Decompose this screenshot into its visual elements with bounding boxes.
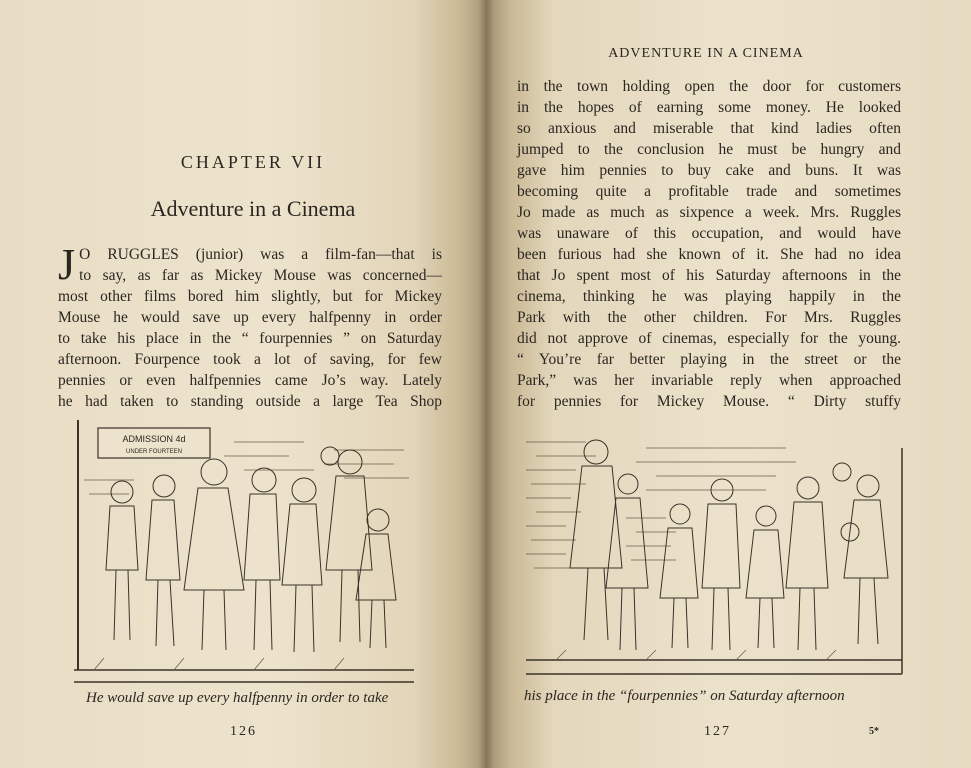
text-line: was unaware of this occupation, and would have	[517, 225, 901, 242]
right-body-text	[517, 76, 901, 412]
illustration-caption: He would save up every halfpenny in order to take	[86, 690, 389, 706]
text-line: Jo made as much as sixpence a week. Mrs. Ruggles	[517, 204, 901, 221]
sign-text-admission: ADMISSION 4d	[122, 434, 186, 444]
text-line: “ You’re far better playing in the street or the	[517, 351, 901, 368]
text-line: been furious had she known of it. She had no idea	[517, 246, 901, 263]
text-line: pennies or even halfpennies came Jo’s way. Lately	[58, 372, 442, 389]
text-line: in the hopes of earning some money. He looked	[517, 99, 901, 116]
text-line: for pennies for Mickey Mouse. “ Dirty stuffy	[517, 393, 901, 410]
text-line: that Jo spent most of his Saturday afternoons in the	[517, 267, 901, 284]
signature-mark: 5*	[869, 726, 879, 737]
text-line: in the town holding open the door for customers	[517, 78, 901, 95]
sign-text-under-fourteen: UNDER FOURTEEN	[126, 449, 182, 455]
text-line: to say, as far as Mickey Mouse was concerned—	[79, 267, 442, 284]
left-body-text	[58, 240, 442, 412]
text-line: most other films bored him slightly, but for Mickey	[58, 288, 442, 305]
text-line: gave him pennies to buy cake and buns. It was	[517, 162, 901, 179]
page-number: 127	[704, 724, 731, 739]
book-gutter	[478, 0, 494, 768]
illustration-children-in-line	[526, 428, 906, 684]
text-line: cinema, thinking he was playing happily in the	[517, 288, 901, 305]
page-number: 126	[230, 724, 257, 739]
text-line: Mouse he would save up every halfpenny in order	[58, 309, 442, 326]
text-line: O RUGGLES (junior) was a film-fan—that is	[79, 246, 442, 263]
text-line: did not approve of cinemas, especially for the young.	[517, 330, 901, 347]
text-line: Park with the other children. For Mrs. Ruggles	[517, 309, 901, 326]
text-line: he had taken to standing outside a large Tea Shop	[58, 393, 442, 410]
illustration-caption: his place in the “fourpennies” on Saturday afternoon	[524, 688, 845, 704]
text-line: jumped to the conclusion he must be hungry and	[517, 141, 901, 158]
illustration-children-queue-sign	[74, 420, 414, 686]
drop-cap: J	[58, 240, 76, 289]
text-line: afternoon. Fourpence took a lot of saving, for few	[58, 351, 442, 368]
text-line: Park,” was her invariable reply when approached	[517, 372, 901, 389]
right-page	[486, 0, 971, 768]
text-line: so anxious and miserable that kind ladies often	[517, 120, 901, 137]
text-line: to take his place in the “ fourpennies ” on Saturday	[58, 330, 442, 347]
running-head: ADVENTURE IN A CINEMA	[608, 46, 804, 61]
chapter-number: CHAPTER VII	[180, 152, 326, 172]
chapter-title: Adventure in a Cinema	[150, 196, 356, 221]
text-line: becoming quite a profitable trade and sometimes	[517, 183, 901, 200]
